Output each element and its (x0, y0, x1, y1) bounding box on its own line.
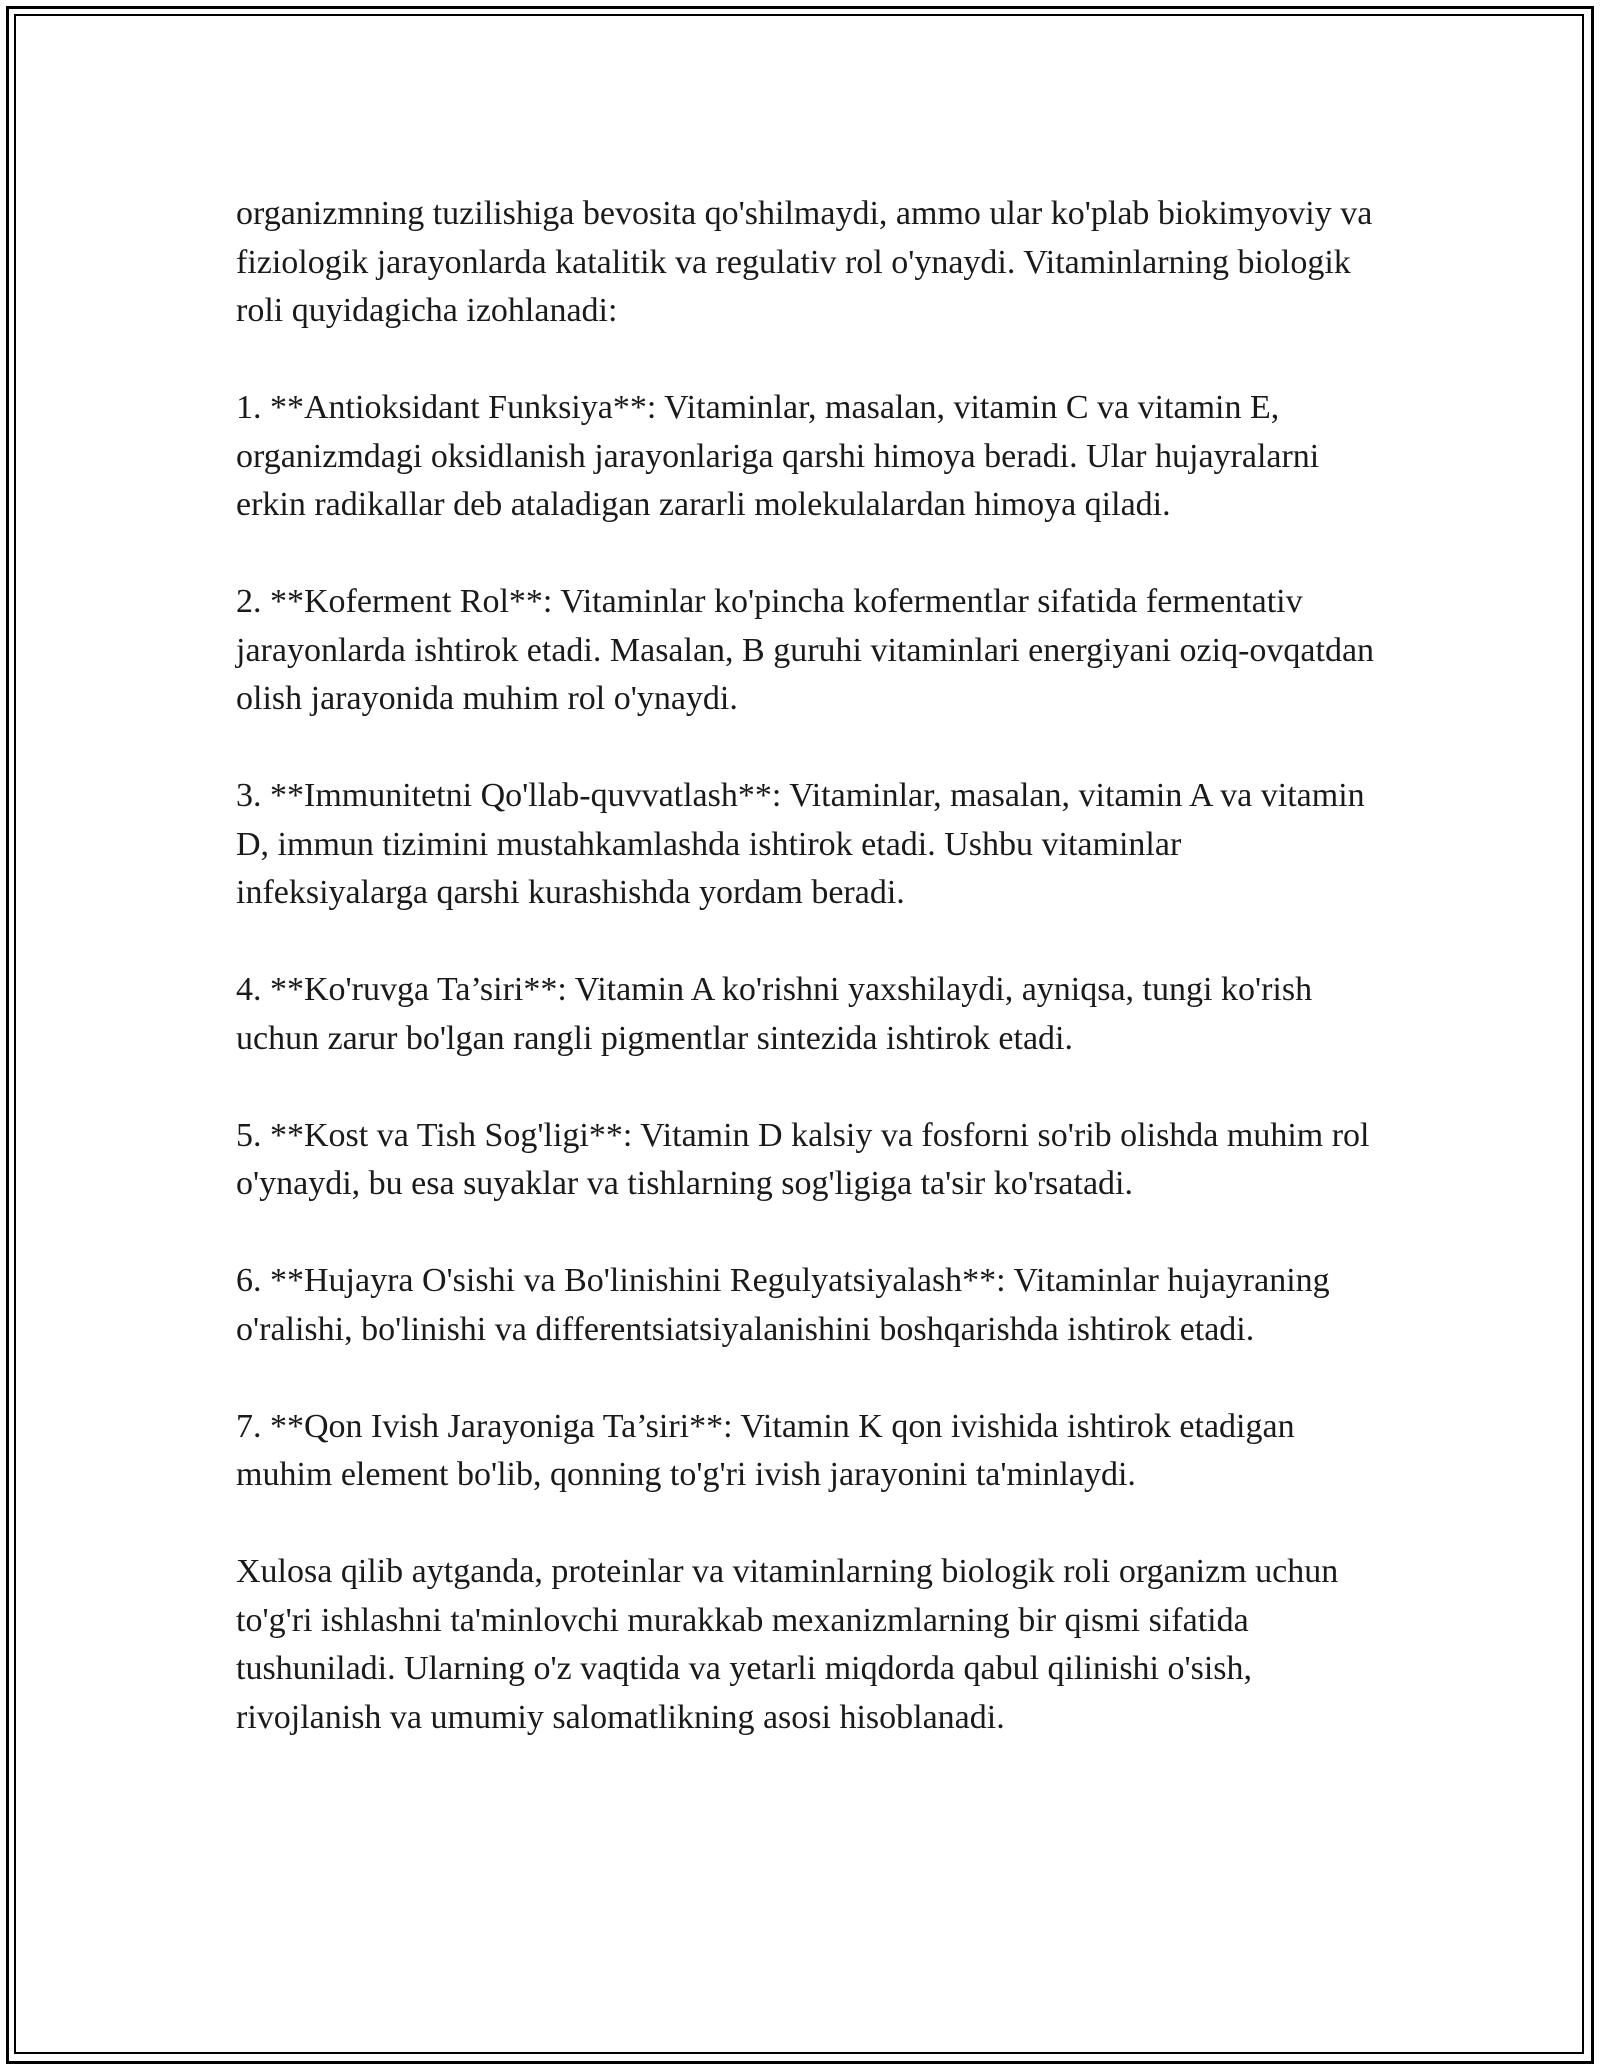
list-item-coenzyme: 2. **Koferment Rol**: Vitaminlar ko'pincha kofermentlar sifatida fermentativ jarayonlarda ishtirok etadi. Masalan, B guruhi vitaminlari energiyani oziq-ovqatdan olish jarayonida muhim rol o'ynaydi. (236, 583, 1375, 717)
list-item-bone-teeth: 5. **Kost va Tish Sog'ligi**: Vitamin D kalsiy va fosforni so'rib olishda muhim rol o'ynaydi, bu esa suyaklar va tishlarning sog'ligiga ta'sir ko'rsatadi. (236, 1116, 1370, 1202)
list-item-antioxidant: 1. **Antioksidant Funksiya**: Vitaminlar, masalan, vitamin C va vitamin E, organizmdagi oksidlanish jarayonlariga qarshi himoya beradi. Ular hujayralarni erkin radikallar deb ataladigan zararli molekulalardan himoya qiladi. (236, 389, 1320, 523)
list-item-cell-growth: 6. **Hujayra O'sishi va Bo'linishini Regulyatsiyalash**: Vitaminlar hujayraning o'ralishi, bo'linishi va differentsiatsiyalanishini boshqarishda ishtirok etadi. (236, 1262, 1330, 1348)
list-item-immunity: 3. **Immunitetni Qo'llab-quvvatlash**: Vitaminlar, masalan, vitamin A va vitamin D, immun tizimini mustahkamlashda ishtirok etadi. Ushbu vitaminlar infeksiyalarga qarshi kurashishda yordam beradi. (236, 777, 1365, 911)
intro-paragraph: organizmning tuzilishiga bevosita qo'shilmaydi, ammo ular ko'plab biokimyoviy va fiziologik jarayonlarda katalitik va regulativ rol o'ynaydi. Vitaminlarning biologik roli quyidagicha izohlanadi: (236, 195, 1373, 329)
document-body (236, 190, 1376, 1742)
list-item-vision: 4. **Ko'ruvga Ta’siri**: Vitamin A ko'rishni yaxshilaydi, ayniqsa, tungi ko'rish uchun zarur bo'lgan rangli pigmentlar sintezida ishtirok etadi. (236, 971, 1313, 1057)
list-item-blood-clotting: 7. **Qon Ivish Jarayoniga Ta’siri**: Vitamin K qon ivishida ishtirok etadigan muhim element bo'lib, qonning to'g'ri ivish jarayonini ta'minlaydi. (236, 1407, 1295, 1493)
conclusion-paragraph: Xulosa qilib aytganda, proteinlar va vitaminlarning biologik roli organizm uchun to'g'ri ishlashni ta'minlovchi murakkab mexanizmlarning bir qismi sifatida tushuniladi. Ularning o'z vaqtida va yetarli miqdorda qabul qilinishi o'sish, rivojlanish va umumiy salomatlikning asosi hisoblanadi. (236, 1553, 1339, 1736)
